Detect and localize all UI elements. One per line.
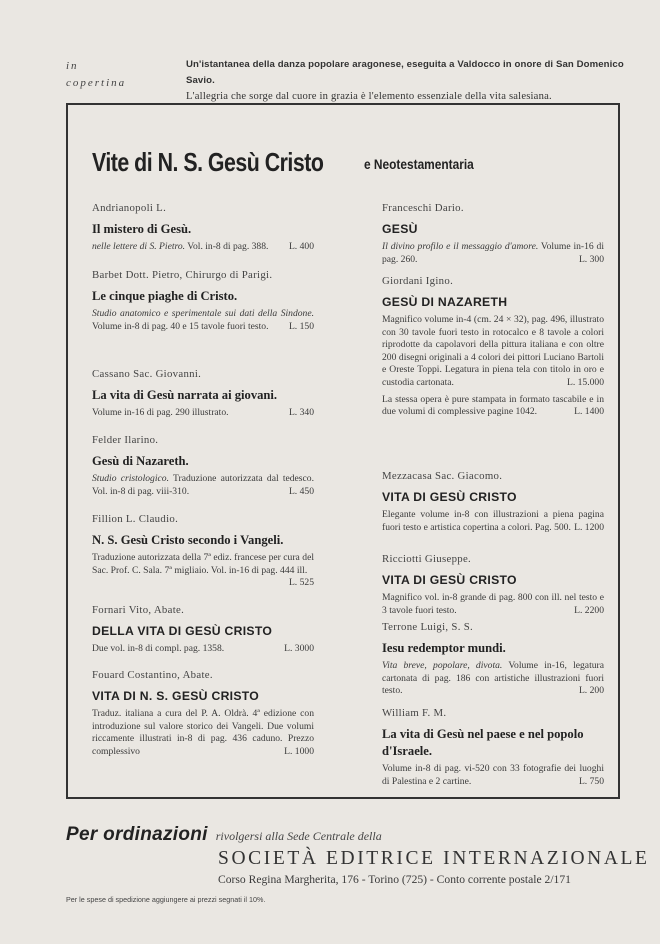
book-price: L. 450 xyxy=(288,485,314,497)
book-title: VITA DI GESÙ CRISTO xyxy=(382,490,517,504)
book-author: Cassano Sac. Giovanni. xyxy=(92,368,202,380)
book-entry xyxy=(382,620,604,698)
catalog-subtitle: e Neotestamentaria xyxy=(364,156,474,172)
book-price: L. 1400 xyxy=(574,406,604,418)
publisher-name: SOCIETÀ EDITRICE INTERNAZIONALE xyxy=(218,848,650,869)
book-price: L. 1000 xyxy=(284,745,314,757)
book-price: L. 15.000 xyxy=(566,376,604,388)
book-author: Terrone Luigi, S. S. xyxy=(382,621,474,633)
order-instructions xyxy=(66,824,382,846)
book-author: Fornari Vito, Abate. xyxy=(92,604,185,616)
book-description: Vita breve, popolare, divota. Volume in-16, legatura cartonata di pag. 186 con artistiche illustrazioni fuori testo. L. 200 xyxy=(382,660,604,697)
book-entry xyxy=(92,603,314,656)
cover-caption-line1: Un'istantanea della danza popolare aragonese, eseguita a Valdocco in onore di San Domenico Savio. xyxy=(186,59,624,86)
book-description: Magnifico volume in-4 (cm. 24 × 32), pag. 496, illustrato con 30 tavole fuori testo in rotocalco e 8 tavole a colori riprodotte da capolavori della pittura italiana e con oltre 200 disegni originali a 4 colori dei pittori Luciano Bartoli e Oreste Toppi. Legatura in piena tela con titolo in oro e custodia cartonata. L. 15.000 xyxy=(382,314,604,388)
book-price: L. 150 xyxy=(288,320,314,332)
catalog-title-block xyxy=(92,147,474,178)
cover-label-line1: in xyxy=(66,60,79,72)
book-title: VITA DI GESÙ CRISTO xyxy=(382,573,517,587)
book-entry xyxy=(382,201,604,266)
book-entry xyxy=(382,469,604,534)
book-author: Andrianopoli L. xyxy=(92,202,167,214)
book-title: Il mistero di Gesù. xyxy=(92,222,192,236)
book-price: L. 3000 xyxy=(284,643,314,654)
book-title: N. S. Gesù Cristo secondo i Vangeli. xyxy=(92,533,284,547)
book-description: Studio cristologico. Traduzione autorizzata dal tedesco. Vol. in-8 di pag. viii-310. L. 450 xyxy=(92,473,314,497)
book-author: Barbet Dott. Pietro, Chirurgo di Parigi. xyxy=(92,269,273,281)
book-author: Giordani Igino. xyxy=(382,275,454,287)
book-title: Le cinque piaghe di Cristo. xyxy=(92,289,238,303)
book-price: L. 300 xyxy=(578,253,604,265)
book-entry xyxy=(92,668,314,758)
shipping-footnote: Per le spese di spedizione aggiungere ai prezzi segnati il 10%. xyxy=(66,895,266,904)
book-description: Magnifico vol. in-8 grande di pag. 800 con ill. nel testo e 3 tavole fuori testo. L. 2200 xyxy=(382,592,604,616)
book-title: Gesù di Nazareth. xyxy=(92,454,189,468)
book-price: L. 400 xyxy=(288,241,314,252)
book-title: DELLA VITA DI GESÙ CRISTO xyxy=(92,624,273,638)
cover-caption-label xyxy=(66,58,146,92)
book-price: L. 525 xyxy=(288,577,314,589)
book-entry xyxy=(92,367,314,420)
book-price: L. 340 xyxy=(288,407,314,418)
book-entry xyxy=(92,268,314,333)
book-author: Fillion L. Claudio. xyxy=(92,513,179,525)
book-description: Traduz. italiana a cura del P. A. Oldrà. 4ª edizione con introduzione sul valore storico dei Vangeli. Due volumi riccamente illustrati in-8 di pag. 436 caduno. Prezzo complessivo L. 1000 xyxy=(92,708,314,757)
book-author: Franceschi Dario. xyxy=(382,202,464,214)
book-entry xyxy=(92,201,314,254)
catalog-title: Vite di N. S. Gesù Cristo xyxy=(92,147,324,177)
book-title: La vita di Gesù nel paese e nel popolo d'Israele. xyxy=(382,727,584,758)
book-price: L. 200 xyxy=(578,685,604,697)
book-title: VITA DI N. S. GESÙ CRISTO xyxy=(92,689,260,703)
book-title: Iesu redemptor mundi. xyxy=(382,641,506,655)
book-entry xyxy=(382,274,604,419)
book-title: GESÙ DI NAZARETH xyxy=(382,295,508,309)
book-title: La vita di Gesù narrata ai giovani. xyxy=(92,388,278,402)
book-entry xyxy=(92,433,314,498)
book-description: nelle lettere di S. Pietro. Vol. in-8 di pag. 388. L. 400 xyxy=(92,241,314,252)
book-description: Elegante volume in-8 con illustrazioni a piena pagina fuori testo e artistica copertina a colori. Pag. 500. L. 1200 xyxy=(382,509,604,533)
book-price: L. 1200 xyxy=(574,521,604,533)
book-author: Ricciotti Giuseppe. xyxy=(382,553,472,565)
book-author: Fouard Costantino, Abate. xyxy=(92,669,213,681)
book-description: Il divino profilo e il messaggio d'amore. Volume in-16 di pag. 260. L. 300 xyxy=(382,241,605,265)
order-text: rivolgersi alla Sede Centrale della xyxy=(215,829,382,843)
book-description: Volume in-8 di pag. vi-520 con 33 fotografie dei luoghi di Palestina e 2 cartine. L. 750 xyxy=(382,763,604,787)
book-description: Studio anatomico e sperimentale sui dati della Sindone. Volume in-8 di pag. 40 e 15 tavole fuori testo. L. 150 xyxy=(92,308,314,332)
book-description: Due vol. in-8 di compl. pag. 1358. L. 3000 xyxy=(92,643,314,654)
book-entry xyxy=(92,512,314,590)
catalog-box xyxy=(66,103,620,799)
cover-label-line2: copertina xyxy=(66,77,127,89)
book-author: William F. M. xyxy=(382,707,447,719)
book-author: Felder Ilarino. xyxy=(92,434,159,446)
book-description-pocket: La stessa opera è pure stampata in formato tascabile e in due volumi di complessive pagine 1042. L. 1400 xyxy=(382,393,604,418)
book-price: L. 750 xyxy=(578,775,604,787)
book-entry xyxy=(382,706,604,788)
book-description: Traduzione autorizzata della 7ª ediz. francese per cura del Sac. Prof. C. Sala. 7ª migliaio. Vol. in-16 di pag. 444 ill. L. 525 xyxy=(92,552,314,589)
cover-caption xyxy=(186,57,626,105)
book-entry xyxy=(382,552,604,617)
book-author: Mezzacasa Sac. Giacomo. xyxy=(382,470,503,482)
book-description: Volume in-16 di pag. 290 illustrato. L. 340 xyxy=(92,407,314,418)
book-price: L. 2200 xyxy=(574,604,604,616)
publisher-address: Corso Regina Margherita, 176 - Torino (725) - Conto corrente postale 2/171 xyxy=(218,873,571,886)
book-title: GESÙ xyxy=(382,222,418,236)
order-heading: Per ordinazioni xyxy=(66,824,208,845)
cover-caption-line2: L'allegria che sorge dal cuore in grazia è l'elemento essenziale della vita salesiana. xyxy=(186,91,552,102)
